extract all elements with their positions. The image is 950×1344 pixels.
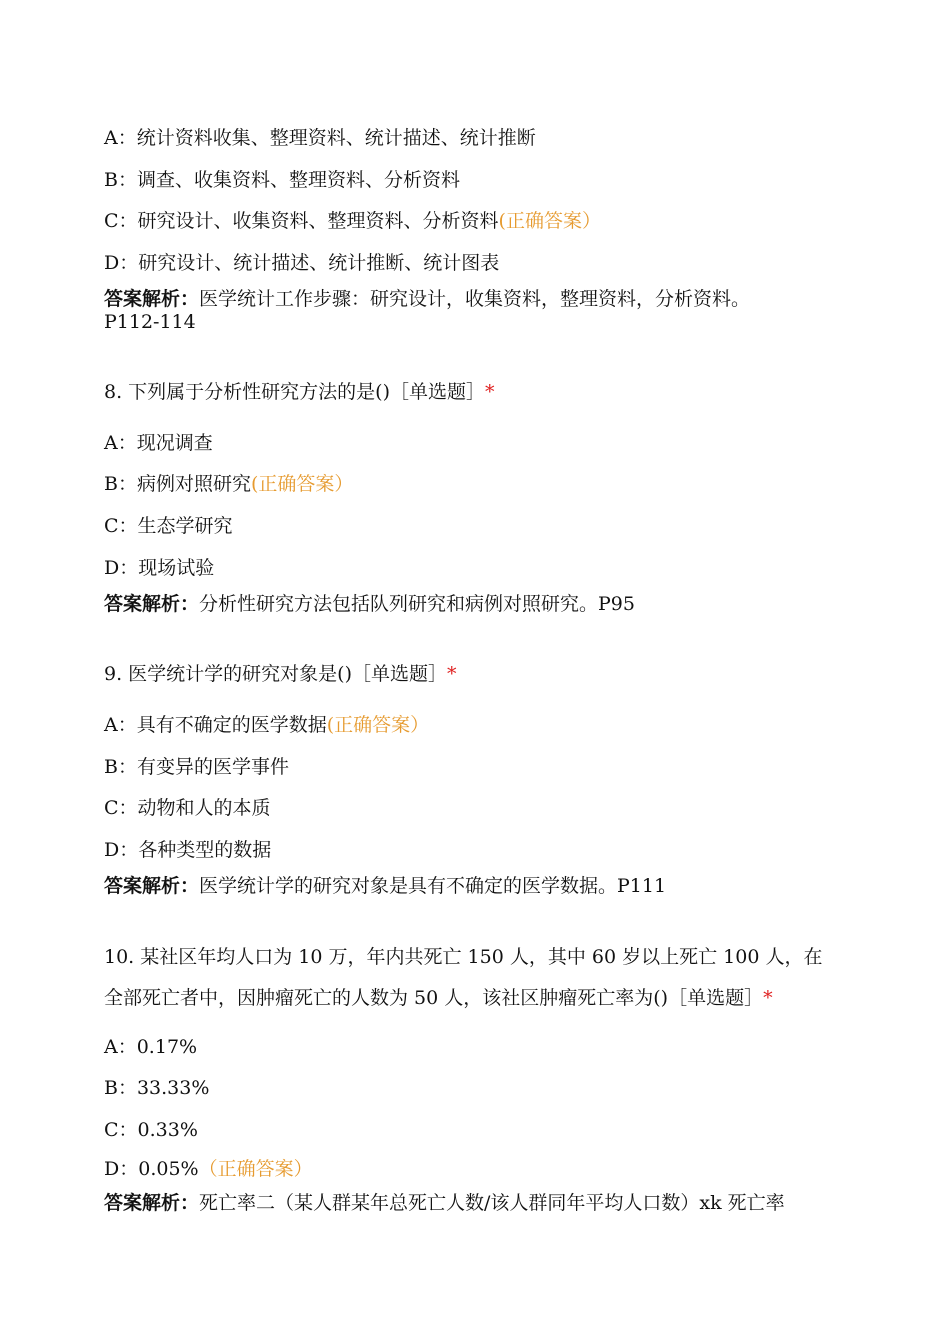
- q10-option-d: D：0.05%（正确答案）: [104, 1158, 313, 1180]
- q9-option-d: D：各种类型的数据: [104, 839, 272, 861]
- analysis-label: 答案解析：: [104, 875, 200, 897]
- correct-answer-tag: （正确答案）: [198, 1158, 313, 1180]
- q10-option-b: B：33.33%: [104, 1077, 210, 1099]
- correct-answer-tag: (正确答案）: [250, 473, 354, 495]
- q10-option-a: A：0.17%: [104, 1036, 198, 1058]
- q7-option-b: B：调查、收集资料、整理资料、分析资料: [104, 169, 460, 191]
- q8-option-a: A：现况调查: [104, 432, 213, 454]
- required-star: *: [485, 381, 495, 403]
- q7-analysis: 答案解析：医学统计工作步骤：研究设计，收集资料，整理资料，分析资料。: [104, 288, 751, 310]
- required-star: *: [763, 987, 773, 1009]
- correct-answer-tag: (正确答案）: [326, 714, 430, 736]
- q7-analysis-page: P112-114: [104, 311, 196, 333]
- analysis-label: 答案解析：: [104, 593, 200, 615]
- q8-title: 8. 下列属于分析性研究方法的是()［单选题］*: [104, 381, 495, 403]
- q8-option-d: D：现场试验: [104, 557, 215, 579]
- q7-option-c: C：研究设计、收集资料、整理资料、分析资料(正确答案）: [104, 210, 601, 232]
- q10-analysis: 答案解析：死亡率二（某人群某年总死亡人数/该人群同年平均人口数）xk 死亡率: [104, 1192, 785, 1214]
- q9-option-c: C：动物和人的本质: [104, 797, 271, 819]
- q10-title-line1: 10. 某社区年均人口为 10 万，年内共死亡 150 人，其中 60 岁以上死亡 100 人，在: [104, 946, 823, 968]
- q9-title: 9. 医学统计学的研究对象是()［单选题］*: [104, 663, 457, 685]
- required-star: *: [447, 663, 457, 685]
- q8-analysis: 答案解析：分析性研究方法包括队列研究和病例对照研究。P95: [104, 593, 635, 615]
- correct-answer-tag: (正确答案）: [498, 210, 601, 232]
- q9-analysis: 答案解析：医学统计学的研究对象是具有不确定的医学数据。P111: [104, 875, 667, 897]
- q10-title-line2: 全部死亡者中，因肿瘤死亡的人数为 50 人，该社区肿瘤死亡率为()［单选题］*: [104, 987, 773, 1009]
- analysis-label: 答案解析：: [104, 288, 200, 310]
- q10-option-c: C：0.33%: [104, 1119, 198, 1141]
- q7-option-a: A：统计资料收集、整理资料、统计描述、统计推断: [104, 127, 536, 149]
- q8-option-b: B：病例对照研究(正确答案）: [104, 473, 354, 495]
- q8-option-c: C：生态学研究: [104, 515, 233, 537]
- q9-option-b: B：有变异的医学事件: [104, 756, 289, 778]
- q7-option-d: D：研究设计、统计描述、统计推断、统计图表: [104, 252, 500, 274]
- analysis-label: 答案解析：: [104, 1192, 200, 1214]
- q9-option-a: A：具有不确定的医学数据(正确答案）: [104, 714, 430, 736]
